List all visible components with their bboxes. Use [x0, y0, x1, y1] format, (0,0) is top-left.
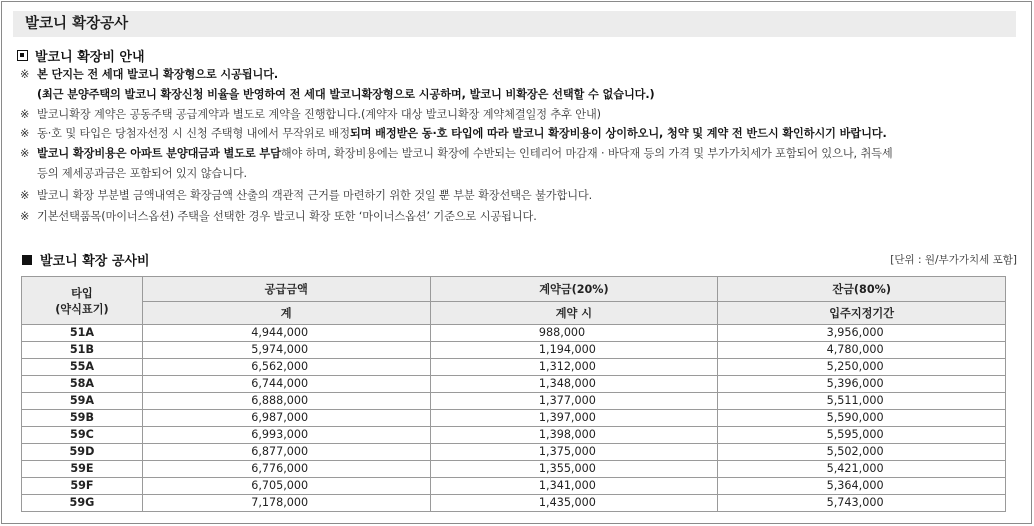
supply-cell: 6,744,000	[142, 376, 430, 393]
unit-note: [단위 : 원/부가가치세 포함]	[890, 254, 1017, 266]
note-6	[20, 207, 537, 227]
type-cell: 59C	[22, 427, 143, 444]
type-cell: 59A	[22, 393, 143, 410]
reference-mark-icon: ※	[20, 210, 30, 223]
contract-cell: 1,355,000	[430, 461, 718, 478]
header-supply-sub: 계	[142, 302, 430, 325]
cost-heading-text: 발코니 확장 공사비	[40, 254, 150, 269]
table-row	[22, 495, 1006, 512]
type-cell: 59G	[22, 495, 143, 512]
supply-cell: 6,877,000	[142, 444, 430, 461]
page-title: 발코니 확장공사	[13, 11, 1016, 37]
header-contract: 계약금(20%)	[430, 277, 718, 302]
reference-mark-icon: ※	[20, 127, 30, 140]
type-cell: 58A	[22, 376, 143, 393]
header-balance: 잔금(80%)	[718, 277, 1006, 302]
type-cell: 59D	[22, 444, 143, 461]
supply-cell: 6,888,000	[142, 393, 430, 410]
type-cell: 51A	[22, 325, 143, 342]
reference-mark-icon: ※	[20, 189, 30, 202]
reference-mark-icon: ※	[20, 147, 30, 160]
contract-cell: 988,000	[430, 325, 718, 342]
reference-mark-icon: ※	[20, 108, 30, 121]
note-4-text-b: 해야 하며, 확장비용에는 발코니 확장에 수반되는 인테리어 마감재 · 바닥재 등의 가격 및 부가가치세가 포함되어 있으나, 취득세	[280, 147, 893, 160]
guide-heading-text: 발코니 확장비 안내	[35, 50, 145, 65]
contract-cell: 1,312,000	[430, 359, 718, 376]
type-cell: 59B	[22, 410, 143, 427]
cost-table-body	[22, 325, 1006, 512]
balance-cell: 5,511,000	[718, 393, 1006, 410]
type-cell: 59F	[22, 478, 143, 495]
supply-cell: 6,562,000	[142, 359, 430, 376]
table-row	[22, 325, 1006, 342]
square-bullet-icon	[17, 50, 28, 61]
balance-cell: 5,502,000	[718, 444, 1006, 461]
balance-cell: 5,590,000	[718, 410, 1006, 427]
balance-cell: 3,956,000	[718, 325, 1006, 342]
table-row	[22, 393, 1006, 410]
supply-cell: 5,974,000	[142, 342, 430, 359]
filled-square-bullet-icon	[22, 255, 32, 265]
note-6-text: 기본선택품목(마이너스옵션) 주택을 선택한 경우 발코니 확장 또한 ‘마이너스옵션’ 기준으로 시공됩니다.	[37, 210, 537, 223]
supply-cell: 6,987,000	[142, 410, 430, 427]
balance-cell: 5,421,000	[718, 461, 1006, 478]
contract-cell: 1,398,000	[430, 427, 718, 444]
table-row	[22, 427, 1006, 444]
balance-cell: 5,595,000	[718, 427, 1006, 444]
note-4-cont	[20, 164, 247, 184]
note-4-text-c: 등의 제세공과금은 포함되어 있지 않습니다.	[37, 167, 248, 180]
note-1-text: 본 단지는 전 세대 발코니 확장형으로 시공됩니다.	[37, 68, 279, 81]
header-contract-sub: 계약 시	[430, 302, 718, 325]
contract-cell: 1,341,000	[430, 478, 718, 495]
note-3-text-a: 동·호 및 타입은 당첨자선정 시 신청 주택형 내에서 무작위로 배정	[37, 127, 350, 140]
contract-cell: 1,348,000	[430, 376, 718, 393]
balance-cell: 4,780,000	[718, 342, 1006, 359]
balance-cell: 5,250,000	[718, 359, 1006, 376]
table-row	[22, 342, 1006, 359]
table-row	[22, 410, 1006, 427]
balance-cell: 5,396,000	[718, 376, 1006, 393]
note-4	[20, 144, 893, 164]
type-cell: 55A	[22, 359, 143, 376]
table-row	[22, 376, 1006, 393]
supply-cell: 7,178,000	[142, 495, 430, 512]
contract-cell: 1,435,000	[430, 495, 718, 512]
note-5	[20, 186, 592, 206]
supply-cell: 6,993,000	[142, 427, 430, 444]
reference-mark-icon: ※	[20, 68, 30, 81]
note-1-sub-text: (최근 분양주택의 발코니 확장신청 비율을 반영하여 전 세대 발코니확장형으로 시공하며, 발코니 비확장은 선택할 수 없습니다.)	[37, 88, 655, 101]
header-supply: 공급금액	[142, 277, 430, 302]
note-2	[20, 105, 601, 125]
note-3	[20, 124, 887, 144]
cost-heading	[22, 250, 150, 269]
type-cell: 59E	[22, 461, 143, 478]
type-cell: 51B	[22, 342, 143, 359]
contract-cell: 1,375,000	[430, 444, 718, 461]
supply-cell: 4,944,000	[142, 325, 430, 342]
supply-cell: 6,776,000	[142, 461, 430, 478]
table-row	[22, 478, 1006, 495]
contract-cell: 1,397,000	[430, 410, 718, 427]
balance-cell: 5,364,000	[718, 478, 1006, 495]
table-row	[22, 461, 1006, 478]
table-row	[22, 444, 1006, 461]
table-row	[22, 359, 1006, 376]
document-frame	[1, 1, 1032, 524]
note-1-sub	[20, 85, 655, 105]
balance-cell: 5,743,000	[718, 495, 1006, 512]
note-2-text: 발코니확장 계약은 공동주택 공급계약과 별도로 계약을 진행합니다.(계약자 대상 발코니확장 계약체결일정 추후 안내)	[37, 108, 601, 121]
contract-cell: 1,194,000	[430, 342, 718, 359]
note-5-text: 발코니 확장 부분별 금액내역은 확장금액 산출의 객관적 근거를 마련하기 위한 것일 뿐 부분 확장선택은 불가합니다.	[37, 189, 593, 202]
contract-cell: 1,377,000	[430, 393, 718, 410]
note-1	[20, 65, 278, 85]
supply-cell: 6,705,000	[142, 478, 430, 495]
note-3-text-b: 되며 배정받은 동·호 타입에 따라 발코니 확장비용이 상이하오니, 청약 및 계약 전 반드시 확인하시기 바랍니다.	[349, 127, 887, 140]
header-balance-sub: 입주지정기간	[718, 302, 1006, 325]
guide-heading	[17, 46, 145, 65]
header-type: 타입 (약식표기)	[22, 277, 143, 325]
note-4-text-a: 발코니 확장비용은 아파트 분양대금과 별도로 부담	[37, 147, 281, 160]
cost-table	[21, 276, 1006, 512]
